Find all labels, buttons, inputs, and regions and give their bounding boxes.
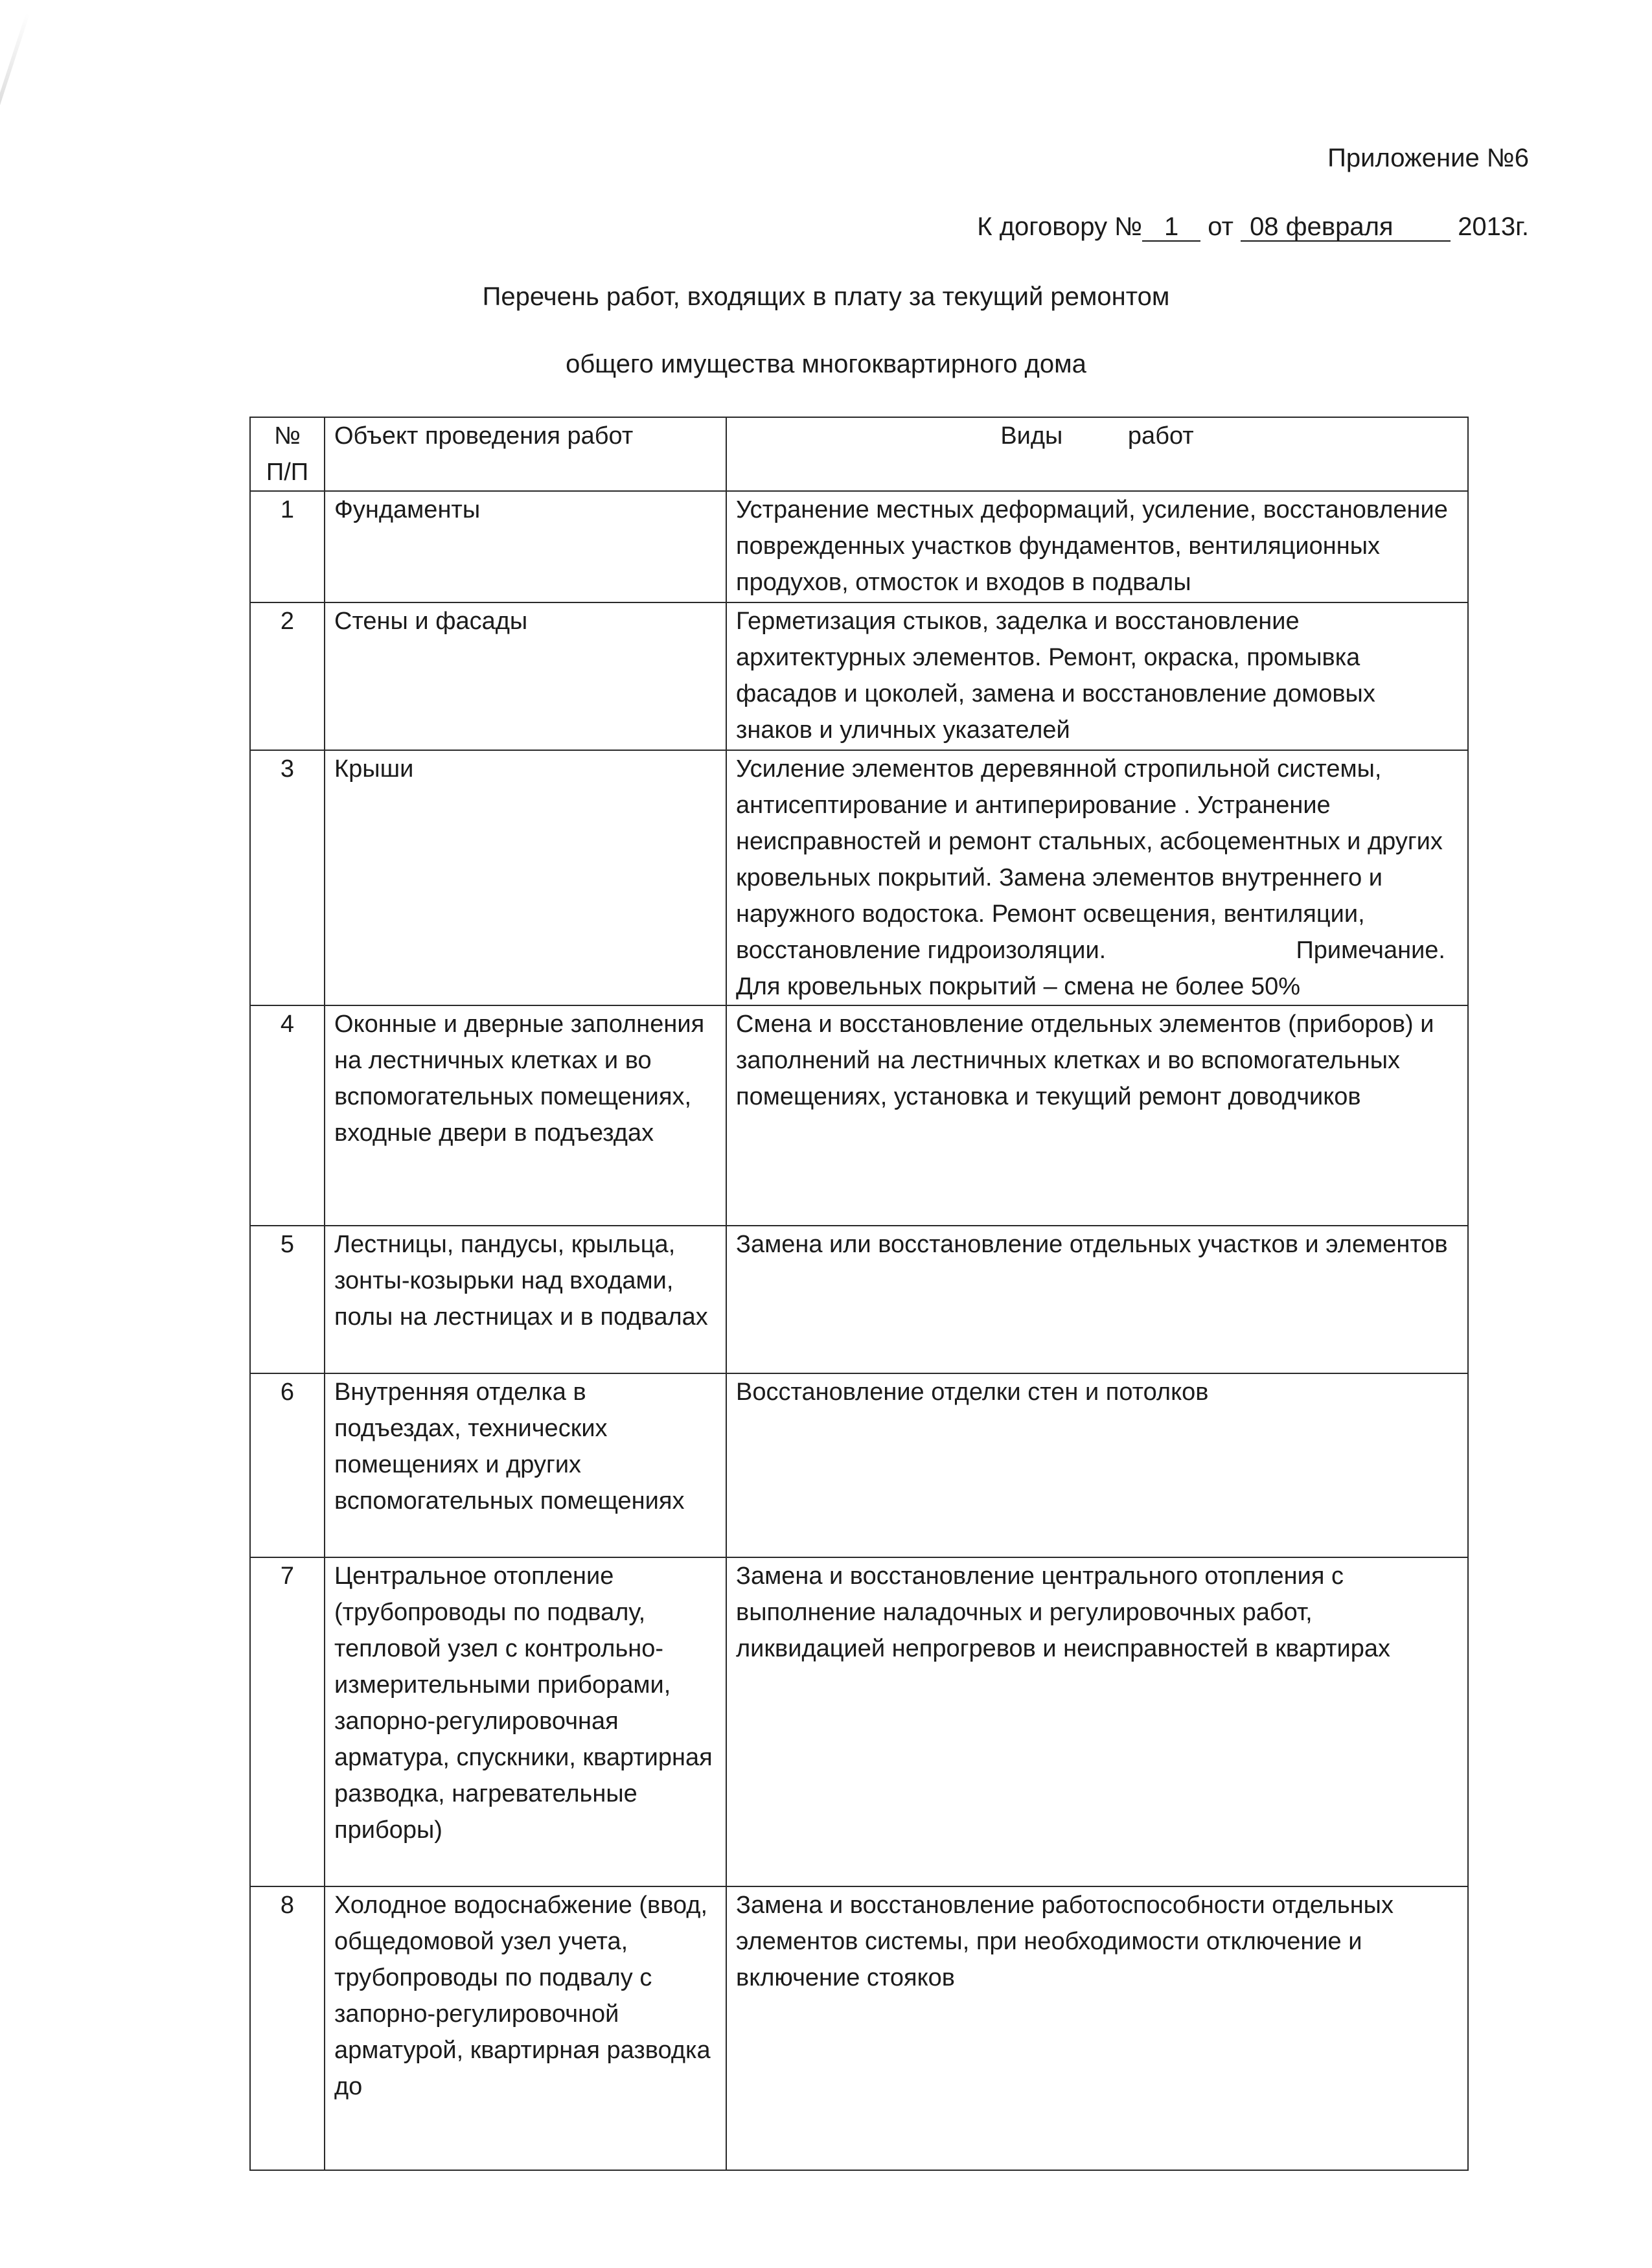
contract-date: 08 февраля xyxy=(1241,213,1451,242)
row-work: Герметизация стыков, заделка и восстановление архитектурных элементов. Ремонт, окраска, промывка фасадов и цоколей, замена и восстановление домовых знаков и уличных указателей xyxy=(726,602,1468,750)
row-work: Замена или восстановление отдельных участков и элементов xyxy=(726,1226,1468,1373)
contract-year: 2013г. xyxy=(1458,212,1529,241)
row-object: Фундаменты xyxy=(325,491,726,602)
table-row xyxy=(250,1557,1468,1886)
table-row xyxy=(250,1373,1468,1557)
row-object: Крыши xyxy=(325,750,726,1005)
works-table xyxy=(249,417,1469,2171)
row-object: Лестницы, пандусы, крыльца, зонты-козырьки над входами, полы на лестницах и в подвалах xyxy=(325,1226,726,1373)
contract-from: от xyxy=(1208,212,1233,241)
row-object: Стены и фасады xyxy=(325,602,726,750)
row-object: Холодное водоснабжение (ввод, общедомовой узел учета, трубопроводы по подвалу с запорно-регулировочной арматурой, квартирная разводка до xyxy=(325,1886,726,2170)
note-label: Примечание. xyxy=(1296,937,1445,964)
row-work: Замена и восстановление центрального отопления с выполнение наладочных и регулировочных работ, ликвидацией непрогревов и неисправностей в квартирах xyxy=(726,1557,1468,1886)
row-number: 3 xyxy=(250,750,325,1005)
table-row xyxy=(250,602,1468,750)
row-object: Оконные и дверные заполнения на лестничных клетках и во вспомогательных помещениях, входные двери в подъездах xyxy=(325,1005,726,1226)
scan-edge-mark xyxy=(0,13,30,273)
table-row xyxy=(250,1005,1468,1226)
document-title-line-1: Перечень работ, входящих в плату за текущий ремонтом xyxy=(482,282,1170,311)
header-work-types: Виды работ xyxy=(726,417,1468,491)
row-number: 5 xyxy=(250,1226,325,1373)
row-number: 1 xyxy=(250,491,325,602)
contract-reference xyxy=(977,212,1529,242)
row-work: Смена и восстановление отдельных элементов (приборов) и заполнений на лестничных клетках и во вспомогательных помещениях, установка и текущий ремонт доводчиков xyxy=(726,1005,1468,1226)
row-object: Центральное отопление (трубопроводы по подвалу, тепловой узел с контрольно-измерительными приборами, запорно-регулировочная арматура, спускники, квартирная разводка, нагревательные приборы) xyxy=(325,1557,726,1886)
table-row xyxy=(250,750,1468,1005)
contract-number: 1 xyxy=(1142,213,1200,242)
table-row xyxy=(250,491,1468,602)
table-row xyxy=(250,1226,1468,1373)
header-object: Объект проведения работ xyxy=(325,417,726,491)
row-work xyxy=(726,750,1468,1005)
table-row xyxy=(250,1886,1468,2170)
row-number: 4 xyxy=(250,1005,325,1226)
row-object: Внутренняя отделка в подъездах, технических помещениях и других вспомогательных помещениях xyxy=(325,1373,726,1557)
row-work: Устранение местных деформаций, усиление, восстановление поврежденных участков фундаментов, вентиляционных продухов, отмосток и входов в подвалы xyxy=(726,491,1468,602)
annex-label: Приложение №6 xyxy=(1327,144,1529,172)
row-number: 2 xyxy=(250,602,325,750)
row-number: 7 xyxy=(250,1557,325,1886)
row-work: Восстановление отделки стен и потолков xyxy=(726,1373,1468,1557)
row-work: Замена и восстановление работоспособности отдельных элементов системы, при необходимости отключение и включение стояков xyxy=(726,1886,1468,2170)
header-number: № П/П xyxy=(250,417,325,491)
document-title-line-2: общего имущества многоквартирного дома xyxy=(566,350,1086,378)
row-number: 8 xyxy=(250,1886,325,2170)
row-number: 6 xyxy=(250,1373,325,1557)
row-work-text: Усиление элементов деревянной стропильной системы, антисептирование и антиперирование . Устранение неисправностей и ремонт стальных, асбоцементных и других кровельных покрытий. Замена элементов внутреннего и наружного водостока. Ремонт освещения, вентиляции, восстановление гидроизоляции. xyxy=(736,755,1443,964)
note-text: Для кровельных покрытий – смена не более 50% xyxy=(736,973,1301,1000)
table-header-row xyxy=(250,417,1468,491)
contract-prefix: К договору № xyxy=(977,212,1143,241)
